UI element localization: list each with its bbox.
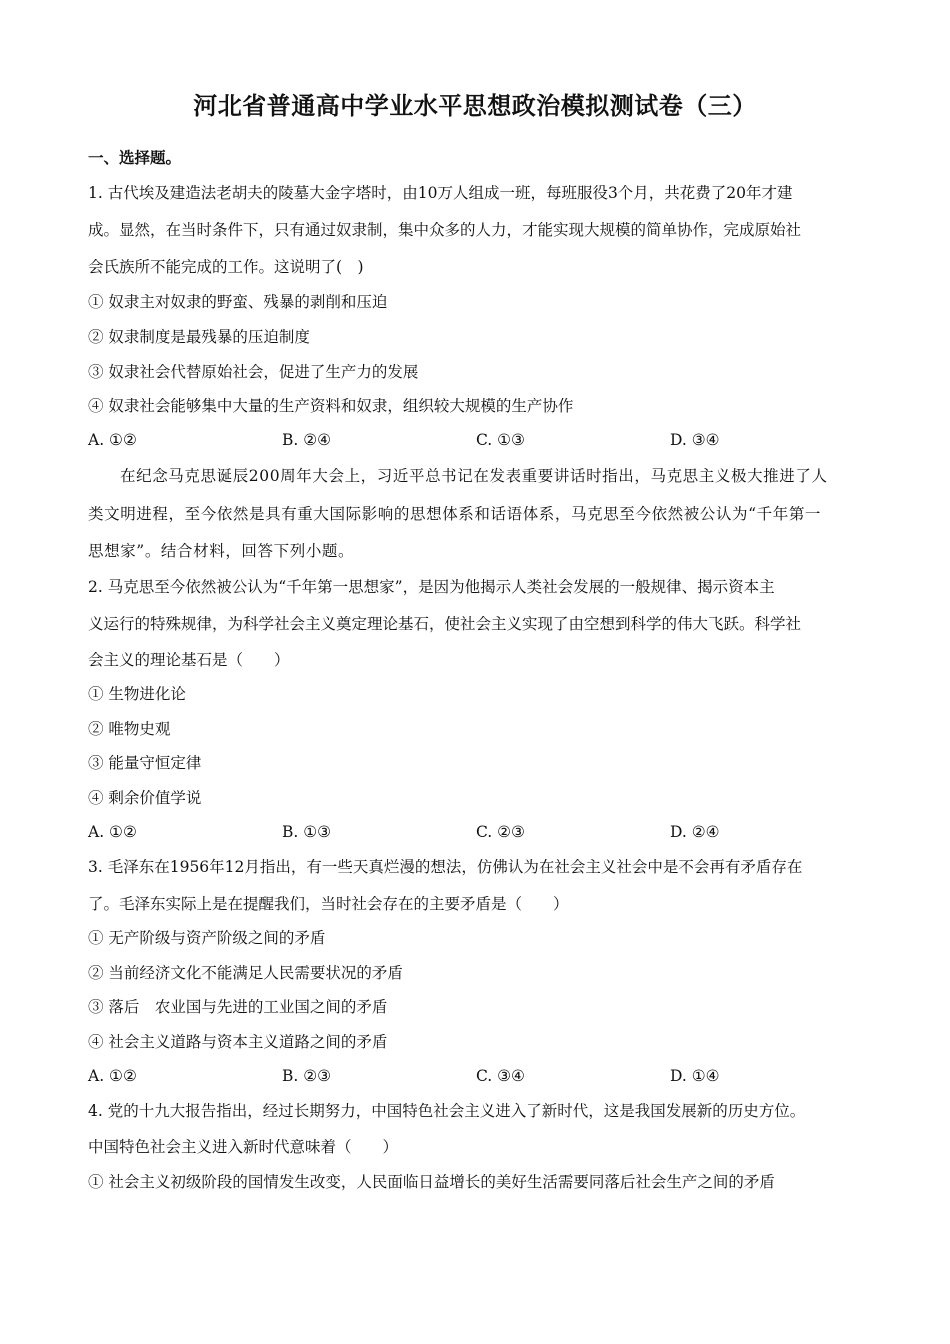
question-3-option-a: A. ①②: [88, 1067, 137, 1085]
question-2-option-a: A. ①②: [88, 823, 137, 841]
question-3-item: ① 无产阶级与资产阶级之间的矛盾: [88, 929, 326, 947]
question-2-option-d: D. ②④: [670, 823, 720, 841]
passage-line: 类文明进程，至今依然是具有重大国际影响的思想体系和话语体系，马克思至今依然被公认为“千年第一: [88, 505, 822, 523]
question-2-item: ④ 剩余价值学说: [88, 789, 202, 807]
question-2-item: ② 唯物史观: [88, 720, 171, 738]
passage-line: 在纪念马克思诞辰200周年大会上，习近平总书记在发表重要讲话时指出，马克思主义极大推进了人: [120, 467, 828, 485]
question-3-item: ② 当前经济文化不能满足人民需要状况的矛盾: [88, 964, 403, 982]
question-1-option-a: A. ①②: [88, 431, 137, 449]
question-3-option-c: C. ③④: [476, 1067, 525, 1085]
question-2-option-c: C. ②③: [476, 823, 525, 841]
question-2-item: ① 生物进化论: [88, 685, 186, 703]
question-1-option-c: C. ①③: [476, 431, 525, 449]
question-1-item: ③ 奴隶社会代替原始社会，促进了生产力的发展: [88, 363, 419, 381]
question-1-line: 会氏族所不能完成的工作。这说明了( ): [88, 258, 364, 276]
question-2-item: ③ 能量守恒定律: [88, 754, 202, 772]
question-3-option-b: B. ②③: [282, 1067, 332, 1085]
question-4-item: ① 社会主义初级阶段的国情发生改变，人民面临日益增长的美好生活需要同落后社会生产之间的矛盾: [88, 1173, 775, 1191]
question-3-line: 了。毛泽东实际上是在提醒我们，当时社会存在的主要矛盾是（ ）: [88, 895, 569, 913]
question-1-item: ② 奴隶制度是最残暴的压迫制度: [88, 328, 310, 346]
question-2-line: 2. 马克思至今依然被公认为“千年第一思想家”，是因为他揭示人类社会发展的一般规律、揭示资本主: [88, 578, 775, 596]
question-2-line: 义运行的特殊规律，为科学社会主义奠定理论基石，使社会主义实现了由空想到科学的伟大飞跃。科学社: [88, 615, 802, 633]
passage-line: 思想家”。结合材料，回答下列小题。: [88, 542, 355, 560]
question-3-line: 3. 毛泽东在1956年12月指出，有一些天真烂漫的想法，仿佛认为在社会主义社会中是不会再有矛盾存在: [88, 858, 803, 876]
question-3-item: ③ 落后 农业国与先进的工业国之间的矛盾: [88, 998, 388, 1016]
question-1-line: 成。显然，在当时条件下，只有通过奴隶制，集中众多的人力，才能实现大规模的简单协作，完成原始社: [88, 221, 802, 239]
question-4-line: 中国特色社会主义进入新时代意味着（ ）: [88, 1138, 399, 1156]
page-title: 河北省普通高中学业水平思想政治模拟测试卷（三）: [193, 91, 757, 120]
question-1-item: ① 奴隶主对奴隶的野蛮、残暴的剥削和压迫: [88, 293, 388, 311]
section-heading: 一、选择题。: [88, 148, 182, 167]
question-3-option-d: D. ①④: [670, 1067, 720, 1085]
question-1-option-b: B. ②④: [282, 431, 332, 449]
question-1-item: ④ 奴隶社会能够集中大量的生产资料和奴隶，组织较大规模的生产协作: [88, 397, 574, 415]
question-1-option-d: D. ③④: [670, 431, 720, 449]
question-4-line: 4. 党的十九大报告指出，经过长期努力，中国特色社会主义进入了新时代，这是我国发展新的历史方位。: [88, 1102, 806, 1120]
question-1-line: 1. 古代埃及建造法老胡夫的陵墓大金字塔时，由10万人组成一班，每班服役3个月，共花费了20年才建: [88, 184, 793, 202]
question-3-item: ④ 社会主义道路与资本主义道路之间的矛盾: [88, 1033, 388, 1051]
question-2-line: 会主义的理论基石是（ ）: [88, 651, 290, 669]
question-2-option-b: B. ①③: [282, 823, 332, 841]
